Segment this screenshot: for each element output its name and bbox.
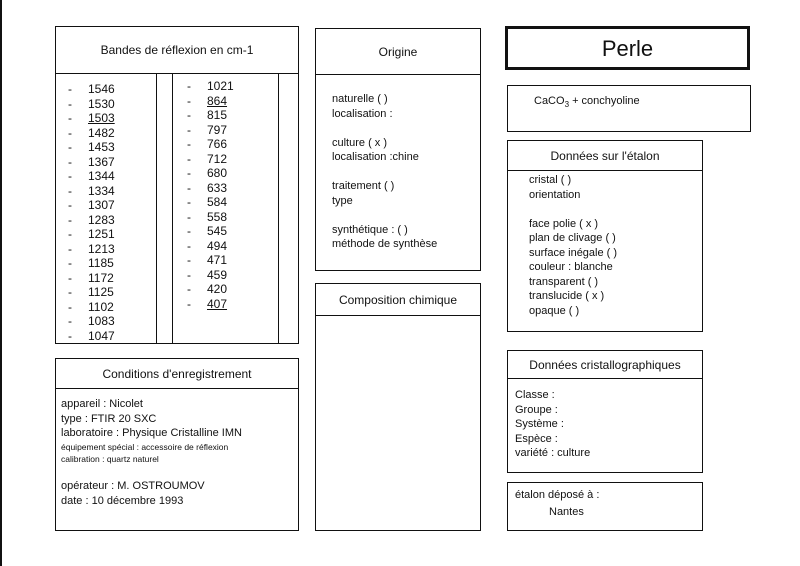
band-value: 420 [207, 282, 228, 296]
band-dash: - [68, 96, 72, 111]
info-line: plan de clivage ( ) [529, 232, 616, 244]
band-row [68, 140, 115, 155]
band-value: 1482 [88, 125, 115, 140]
band-value: 1503 [88, 111, 115, 125]
band-row [68, 213, 115, 228]
band-dash: - [187, 180, 191, 195]
band-row [68, 111, 115, 126]
info-line: cristal ( ) [529, 174, 572, 186]
band-dash: - [68, 227, 72, 241]
conditions-list [61, 397, 242, 508]
band-row [68, 198, 115, 213]
bands-divider [278, 74, 279, 344]
band-dash: - [187, 108, 191, 122]
band-dash: - [68, 154, 72, 169]
band-value: 633 [207, 180, 228, 195]
band-dash: - [187, 166, 191, 180]
band-dash: - [187, 224, 191, 238]
info-line: appareil : Nicolet [61, 398, 143, 410]
info-line: synthétique : ( ) [332, 223, 408, 236]
info-line: calibration : quartz naturel [61, 453, 159, 464]
band-value: 471 [207, 253, 228, 267]
band-value: 1172 [88, 270, 114, 285]
info-line: Espèce : [515, 432, 558, 445]
info-line: face polie ( x ) [529, 217, 599, 230]
band-value: 1185 [88, 256, 114, 270]
band-dash: - [68, 314, 72, 328]
band-value: 766 [207, 137, 228, 151]
band-value: 584 [207, 195, 228, 209]
band-value: 1546 [88, 82, 115, 96]
band-value: 459 [207, 267, 228, 282]
band-value: 407 [207, 296, 228, 311]
band-row [187, 123, 234, 138]
origine-list [332, 92, 437, 252]
band-dash: - [187, 282, 191, 296]
band-dash: - [68, 111, 72, 125]
info-line: naturelle ( ) [332, 93, 388, 105]
page-title: Perle [601, 36, 654, 61]
bands-column-2 [187, 79, 234, 311]
band-dash: - [187, 195, 191, 209]
band-row [187, 253, 234, 268]
band-value: 1251 [88, 227, 115, 241]
info-line [529, 202, 617, 217]
band-value: 1334 [88, 183, 115, 198]
info-line: traitement ( ) [332, 180, 395, 192]
band-row [187, 239, 234, 254]
info-line: surface inégale ( ) [529, 246, 618, 259]
band-row [68, 82, 115, 97]
band-value: 1083 [88, 314, 115, 328]
band-row [187, 108, 234, 123]
info-line: translucide ( x ) [529, 290, 605, 302]
cristallo-list [515, 388, 590, 461]
info-line: méthode de synthèse [332, 238, 438, 250]
band-row [187, 282, 234, 297]
band-dash: - [68, 285, 72, 299]
band-row [187, 268, 234, 283]
title-box [505, 26, 750, 70]
band-row [187, 152, 234, 167]
band-value: 1021 [207, 79, 234, 93]
band-row [187, 181, 234, 196]
band-value: 1125 [88, 285, 114, 299]
band-row [68, 256, 115, 271]
band-row [68, 184, 115, 199]
band-value: 815 [207, 108, 228, 122]
band-dash: - [68, 140, 72, 154]
band-dash: - [187, 238, 191, 253]
info-line: type [332, 194, 353, 207]
info-line [332, 121, 437, 136]
band-value: 494 [207, 238, 228, 253]
band-dash: - [187, 296, 191, 311]
info-line: laboratoire : Physique Cristalline IMN [61, 427, 242, 439]
info-line: Système : [515, 418, 564, 430]
band-value: 1047 [88, 328, 115, 343]
band-value: 864 [207, 93, 228, 108]
info-line [332, 165, 437, 180]
band-value: 712 [207, 151, 228, 166]
info-line: date : 10 décembre 1993 [61, 494, 184, 507]
bands-divider [156, 74, 157, 344]
band-row [187, 79, 234, 94]
depot-label: étalon déposé à : [515, 489, 600, 501]
band-dash: - [68, 125, 72, 140]
band-value: 545 [207, 224, 228, 238]
band-dash: - [187, 122, 191, 137]
band-row [68, 271, 115, 286]
band-dash: - [68, 82, 72, 96]
info-line: Groupe : [515, 403, 558, 416]
band-value: 1367 [88, 154, 115, 169]
band-row [68, 314, 115, 329]
band-row [187, 297, 234, 312]
band-row [68, 300, 115, 315]
band-dash: - [187, 93, 191, 108]
band-row [68, 227, 115, 242]
depot-value: Nantes [549, 506, 584, 518]
info-line [61, 465, 242, 480]
cristallo-header: Données cristallographiques [508, 351, 702, 379]
info-line: couleur : blanche [529, 261, 613, 273]
band-row [187, 224, 234, 239]
band-row [187, 137, 234, 152]
info-line: culture ( x ) [332, 136, 388, 149]
conditions-panel [55, 358, 299, 531]
band-value: 797 [207, 122, 228, 137]
etalon-list [529, 173, 617, 318]
band-row [187, 195, 234, 210]
info-line: transparent ( ) [529, 275, 599, 288]
info-line [332, 208, 437, 223]
band-row [68, 169, 115, 184]
band-row [68, 329, 115, 344]
band-row [68, 242, 115, 257]
cristallo-panel [507, 350, 703, 473]
band-dash: - [187, 79, 191, 93]
left-border-rule [0, 0, 2, 566]
band-row [68, 97, 115, 112]
etalon-panel [507, 140, 703, 332]
band-row [68, 285, 115, 300]
info-line: localisation :chine [332, 151, 419, 163]
info-line: localisation : [332, 107, 393, 120]
info-line: opérateur : M. OSTROUMOV [61, 480, 205, 492]
bands-column-1 [68, 82, 115, 343]
band-dash: - [68, 256, 72, 270]
band-row [187, 94, 234, 109]
origine-panel [315, 28, 481, 271]
formula-text: CaCO$_3$ + conchyoline [534, 95, 640, 110]
info-line: équipement spécial : accessoire de réflexion [61, 441, 229, 452]
band-dash: - [68, 212, 72, 227]
bands-divider [172, 74, 173, 344]
band-dash: - [68, 270, 72, 285]
band-value: 1530 [88, 96, 115, 111]
band-row [187, 210, 234, 225]
depot-panel [507, 482, 703, 531]
band-dash: - [68, 183, 72, 198]
band-dash: - [68, 328, 72, 343]
band-dash: - [68, 241, 72, 256]
band-value: 680 [207, 166, 228, 180]
band-value: 1102 [88, 299, 114, 314]
info-line: orientation [529, 188, 581, 201]
band-dash: - [187, 209, 191, 224]
composition-header: Composition chimique [316, 284, 480, 316]
band-dash: - [68, 169, 72, 183]
band-value: 1283 [88, 212, 115, 227]
band-dash: - [187, 137, 191, 151]
band-value: 1344 [88, 169, 115, 183]
band-dash: - [68, 198, 72, 212]
band-row [68, 126, 115, 141]
etalon-header: Données sur l'étalon [508, 141, 702, 171]
origine-header: Origine [316, 29, 480, 75]
info-line: variété : culture [515, 447, 591, 459]
bands-header: Bandes de réflexion en cm-1 [56, 27, 298, 74]
band-dash: - [187, 151, 191, 166]
conditions-header: Conditions d'enregistrement [56, 359, 298, 389]
band-dash: - [187, 253, 191, 267]
band-dash: - [187, 267, 191, 282]
info-line: type : FTIR 20 SXC [61, 412, 157, 425]
composition-panel [315, 283, 481, 531]
bands-panel [55, 26, 299, 344]
band-value: 1307 [88, 198, 115, 212]
info-line: Classe : [515, 389, 555, 401]
band-row [68, 155, 115, 170]
formula-box [507, 85, 751, 132]
band-row [187, 166, 234, 181]
band-value: 558 [207, 209, 228, 224]
info-line: opaque ( ) [529, 304, 580, 317]
band-value: 1453 [88, 140, 115, 154]
band-dash: - [68, 299, 72, 314]
band-value: 1213 [88, 241, 115, 256]
